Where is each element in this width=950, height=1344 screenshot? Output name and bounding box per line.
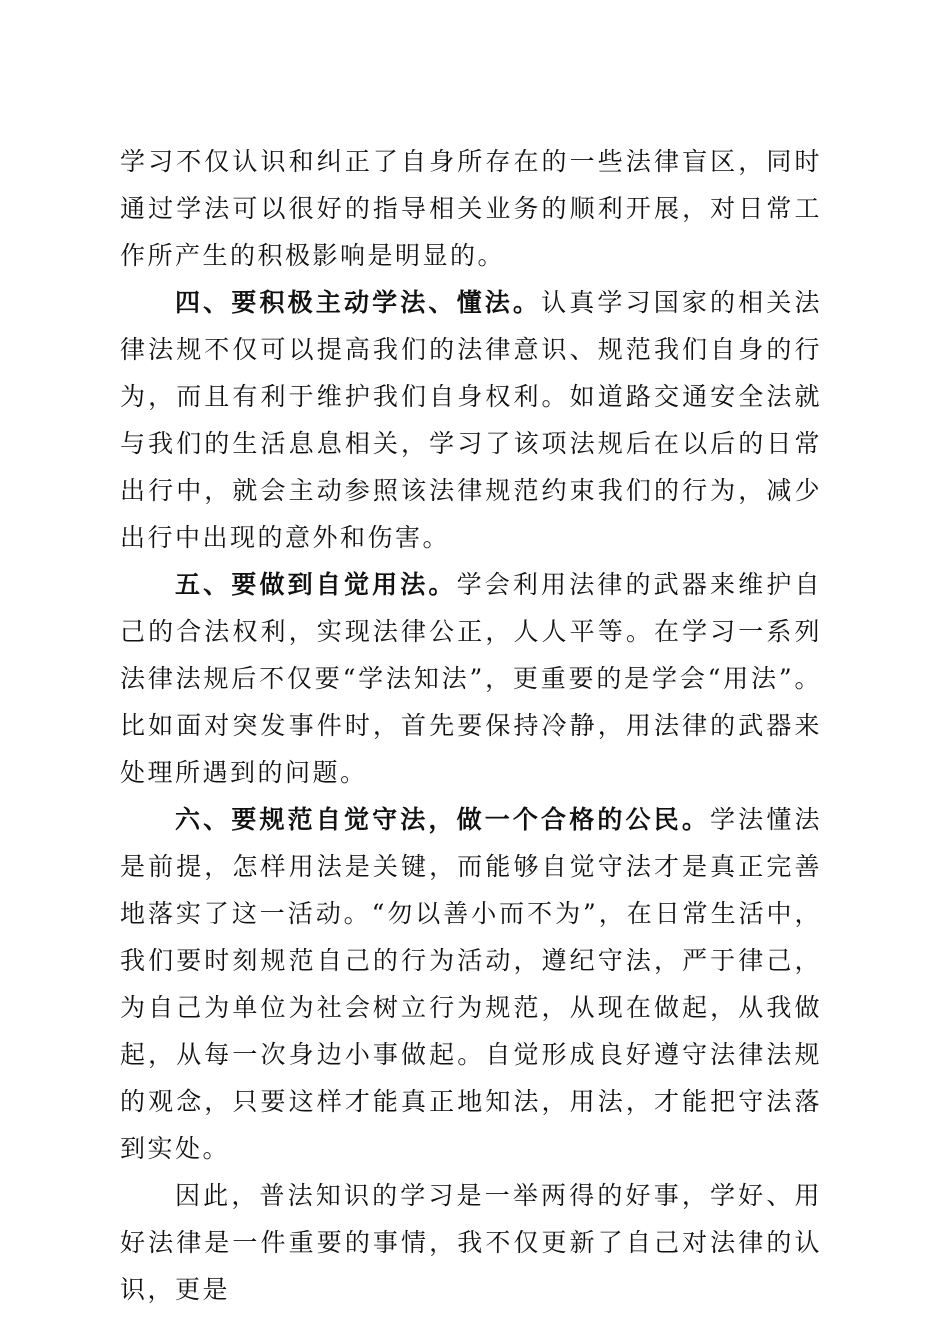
paragraph-continuation — [120, 138, 822, 279]
paragraph-heading: 四、要积极主动学法、懂法。 — [175, 288, 542, 317]
document-body — [120, 138, 822, 1313]
paragraph-point-four — [120, 279, 822, 561]
paragraph-text: 学法懂法是前提，怎样用法是关键，而能够自觉守法才是真正完善地落实了这一活动。“勿以善小而不为”，在日常生活中，我们要时刻规范自己的行为活动，遵纪守法，严于律己，为自己为单位为社会树立行为规范，从现在做起，从我做起，从每一次身边小事做起。自觉形成良好遵守法律法规的观念，只要这样才能真正地知法，用法，才能把守法落到实处。 — [120, 805, 822, 1163]
paragraph-heading: 五、要做到自觉用法。 — [175, 570, 457, 599]
paragraph-point-five — [120, 561, 822, 796]
paragraph-heading: 六、要规范自觉守法，做一个合格的公民。 — [175, 805, 710, 834]
paragraph-text: 学会利用法律的武器来维护自己的合法权利，实现法律公正，人人平等。在学习一系列法律法规后不仅要“学法知法”，更重要的是学会“用法”。比如面对突发事件时，首先要保持冷静，用法律的武器来处理所遇到的问题。 — [120, 570, 822, 787]
paragraph-text: 因此，普法知识的学习是一举两得的好事，学好、用好法律是一件重要的事情，我不仅更新了自己对法律的认识，更是 — [120, 1181, 822, 1304]
paragraph-text: 学习不仅认识和纠正了自身所存在的一些法律盲区，同时通过学法可以很好的指导相关业务的顺利开展，对日常工作所产生的积极影响是明显的。 — [120, 147, 822, 270]
paragraph-text: 认真学习国家的相关法律法规不仅可以提高我们的法律意识、规范我们自身的行为，而且有利于维护我们自身权利。如道路交通安全法就与我们的生活息息相关，学习了该项法规后在以后的日常出行中，就会主动参照该法律规范约束我们的行为，减少出行中出现的意外和伤害。 — [120, 288, 822, 552]
paragraph-point-six — [120, 796, 822, 1172]
paragraph-conclusion — [120, 1172, 822, 1313]
